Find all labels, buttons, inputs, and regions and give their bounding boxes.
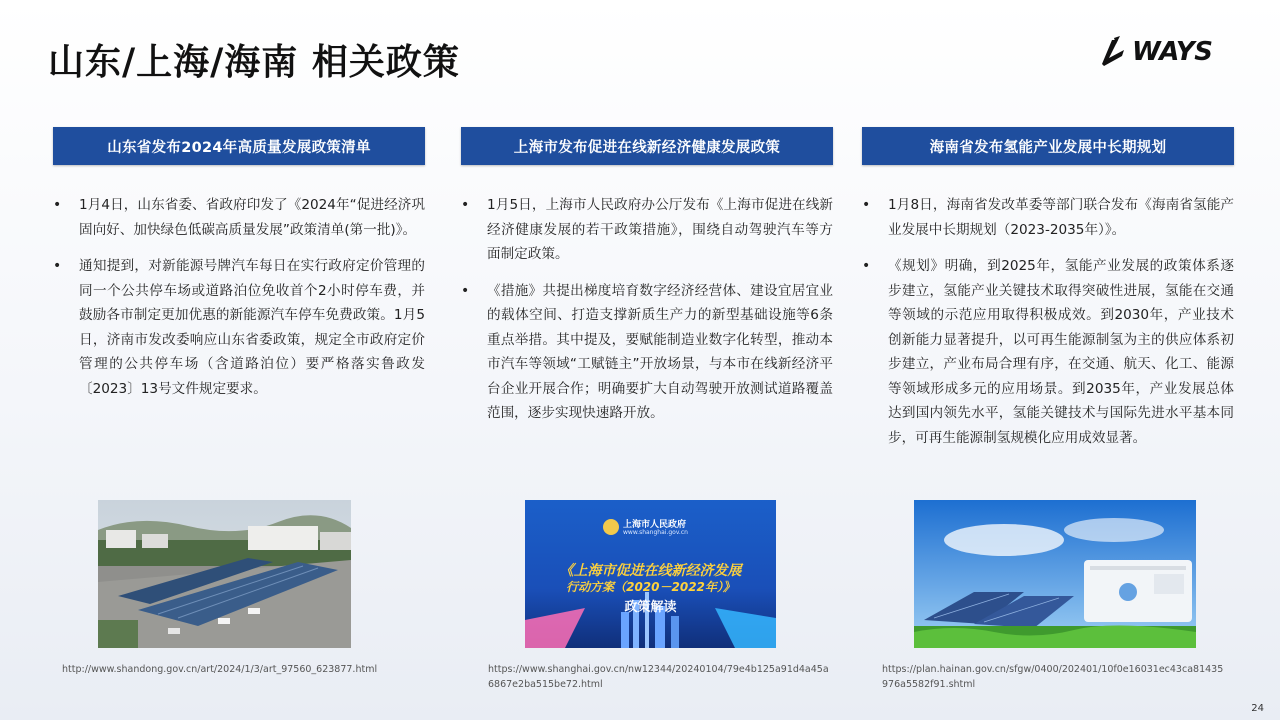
shanghai-policy-poster	[525, 500, 776, 648]
gov-emblem-icon	[603, 519, 619, 535]
list-item: • 1月4日，山东省委、省政府印发了《2024年“促进经济巩固向好、加快绿色低碳高质量发展”政策清单(第一批)》。	[79, 193, 425, 242]
poster-line2: 行动方案（2020－2022年）》	[566, 580, 735, 594]
shanghai-header: 上海市发布促进在线新经济健康发展政策	[461, 127, 833, 165]
list-item: • 《规划》明确，到2025年，氢能产业发展的政策体系逐步建立，氢能产业关键技术取得突破性进展，氢能在交通等领域的示范应用取得积极成效。到2030年，产业技术创新能力显著提升，以可再生能源制氢为主的供应体系初步建立，产业布局合理有序，在交通、航天、化工、能源等领域形成多元的应用场景。到2035年，产业发展总体达到国内领先水平，氢能关键技术与国际先进水平基本同步，可再生能源制氢规模化应用成效显著。	[888, 254, 1234, 450]
shanghai-bullets	[461, 193, 833, 426]
ways-logo-icon	[1098, 36, 1128, 68]
poster-line1: 《上海市促进在线新经济发展	[559, 563, 742, 579]
h2-icon	[1119, 583, 1137, 601]
shandong-column	[53, 127, 425, 413]
hainan-source-url[interactable]: https://plan.hainan.gov.cn/sfgw/0400/202401/10f0e16031ec43ca81435976a5582f91.shtml	[882, 664, 1224, 690]
hainan-header: 海南省发布氢能产业发展中长期规划	[862, 127, 1234, 165]
list-item: • 1月8日，海南省发改革委等部门联合发布《海南省氢能产业发展中长期规划（2023-2035年）》。	[888, 193, 1234, 242]
poster-line3: 政策解读	[624, 600, 677, 615]
hainan-column	[862, 127, 1234, 462]
shanghai-source-url[interactable]: https://www.shanghai.gov.cn/nw12344/20240104/79e4b125a91d4a45a6867e2ba515be72.html	[488, 664, 829, 690]
logo-text: WAYS	[1132, 37, 1213, 67]
shanghai-column	[461, 127, 833, 438]
list-item: • 通知提到，对新能源号牌汽车每日在实行政府定价管理的同一个公共停车场或道路泊位免收首个2小时停车费，并鼓励各市制定更加优惠的新能源汽车停车免费政策。1月5日，济南市发改委响应山东省委政策，规定全市政府定价管理的公共停车场（含道路泊位）要严格落实鲁政发〔2023〕13号文件规定要求。	[79, 254, 425, 401]
solar-carport-photo	[98, 500, 351, 648]
page-title: 山东/上海/海南 相关政策	[48, 41, 460, 83]
shandong-source-url[interactable]: http://www.shandong.gov.cn/art/2024/1/3/art_97560_623877.html	[62, 664, 378, 675]
page-number: 24	[1251, 703, 1264, 714]
list-item: • 《措施》共提出梯度培育数字经济经营体、建设宜居宜业的载体空间、打造支撑新质生产力的新型基础设施等6条重点举措。其中提及，要赋能制造业数字化转型，推动本市汽车等领域“工赋链主”开放场景，与本市在线新经济平台企业开展合作；明确要扩大自动驾驶开放测试道路覆盖范围，逐步实现快速路开放。	[487, 279, 833, 426]
poster-gov-site: www.shanghai.gov.cn	[623, 529, 688, 536]
hainan-bullets	[862, 193, 1234, 450]
ways-logo	[1098, 34, 1218, 70]
shandong-header: 山东省发布2024年高质量发展政策清单	[53, 127, 425, 165]
list-item: • 1月5日，上海市人民政府办公厅发布《上海市促进在线新经济健康发展的若干政策措施》，围绕自动驾驶汽车等方面制定政策。	[487, 193, 833, 267]
shandong-bullets	[53, 193, 425, 401]
poster-gov-name: 上海市人民政府	[623, 520, 687, 530]
hydrogen-energy-photo	[914, 500, 1196, 648]
